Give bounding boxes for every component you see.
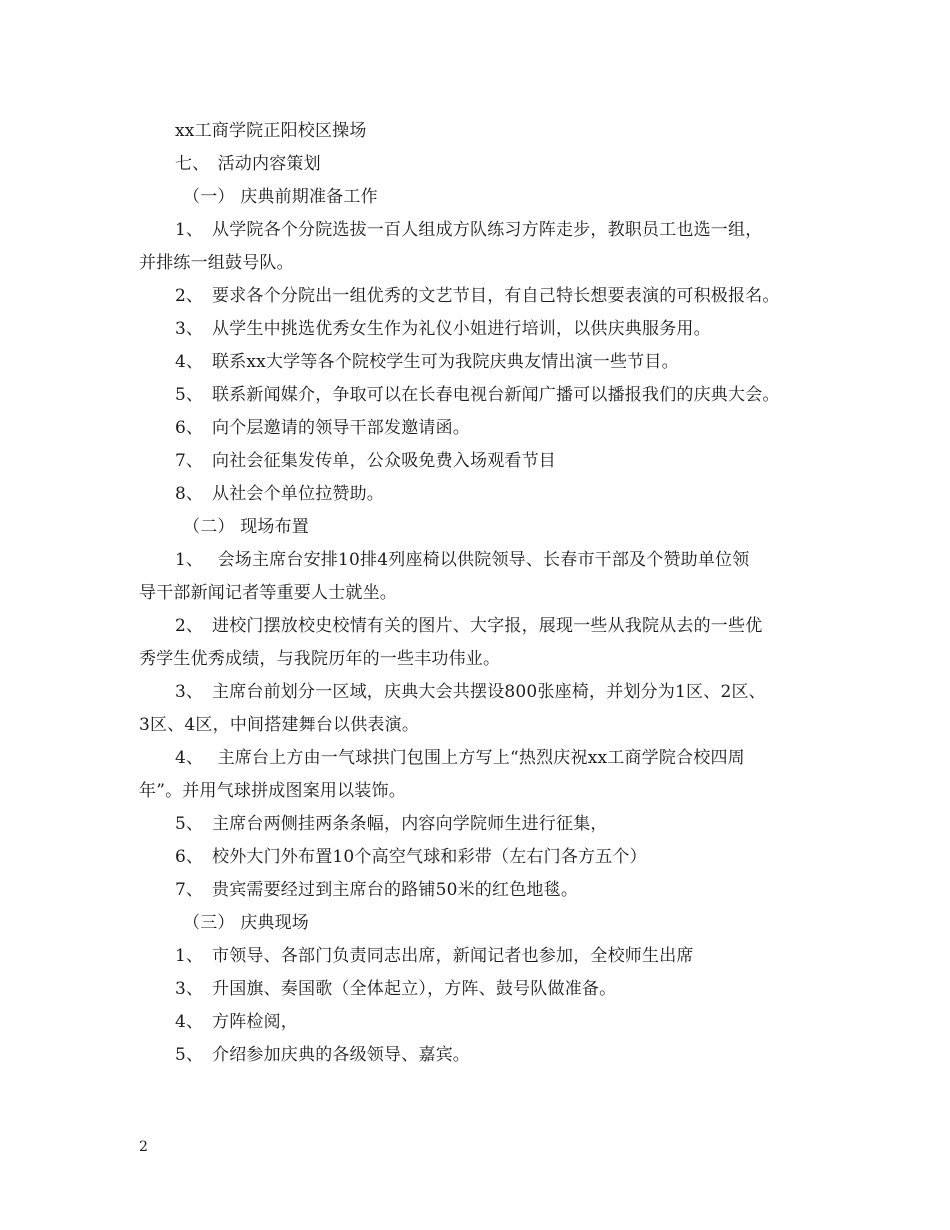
line-text: 主席台上方由一气球拱门包围上方写上“热烈庆祝xx工商学院合校四周 bbox=[212, 748, 745, 768]
line-text: （一） 庆典前期准备工作 bbox=[183, 187, 378, 207]
document-line bbox=[139, 940, 829, 973]
list-number: 7、 bbox=[175, 451, 204, 471]
line-text: 进校门摆放校史校情有关的图片、大字报，展现一些从我院从去的一些优 bbox=[212, 616, 763, 636]
line-text: 年”。并用气球拼成图案用以装饰。 bbox=[139, 781, 406, 801]
document-body bbox=[139, 115, 829, 1072]
document-line bbox=[139, 280, 829, 313]
document-line bbox=[139, 445, 829, 478]
document-line bbox=[139, 181, 829, 214]
list-number: 6、 bbox=[175, 847, 204, 867]
list-number: 七、 bbox=[175, 154, 210, 174]
document-line bbox=[139, 412, 829, 445]
list-number: 7、 bbox=[175, 880, 204, 900]
page-number: 2 bbox=[139, 1139, 148, 1155]
line-text: 贵宾需要经过到主席台的路铺50米的红色地毯。 bbox=[212, 880, 579, 900]
line-text: 联系新闻媒介，争取可以在长春电视台新闻广播可以播报我们的庆典大会。 bbox=[212, 385, 780, 405]
list-number: 4、 bbox=[175, 352, 204, 372]
list-number: 8、 bbox=[175, 484, 204, 504]
document-line bbox=[139, 379, 829, 412]
line-text: 主席台前划分一区域，庆典大会共摆设800张座椅，并划分为1区、2区、 bbox=[212, 682, 766, 702]
line-text: （三） 庆典现场 bbox=[183, 913, 310, 933]
line-text: 3区、4区，中间搭建舞台以供表演。 bbox=[139, 715, 420, 735]
line-text: 要求各个分院出一组优秀的文艺节目，有自己特长想要表演的可积极报名。 bbox=[212, 286, 780, 306]
document-line bbox=[139, 214, 829, 247]
line-text: 市领导、各部门负责同志出席，新闻记者也参加，全校师生出席 bbox=[212, 946, 694, 966]
list-number: 5、 bbox=[175, 385, 204, 405]
document-line bbox=[139, 544, 829, 577]
document-line bbox=[139, 973, 829, 1006]
document-line bbox=[139, 676, 829, 709]
document-line bbox=[139, 511, 829, 544]
list-number: 5、 bbox=[175, 814, 204, 834]
list-number: 1、 bbox=[175, 946, 204, 966]
list-number: 2、 bbox=[175, 616, 204, 636]
list-number: 2、 bbox=[175, 286, 204, 306]
document-line bbox=[139, 1006, 829, 1039]
document-line bbox=[139, 346, 829, 379]
list-number: 3、 bbox=[175, 682, 204, 702]
list-number: 1、 bbox=[175, 220, 204, 240]
line-text: 主席台两侧挂两条条幅，内容向学院师生进行征集， bbox=[212, 814, 608, 834]
line-text: 校外大门外布置10个高空气球和彩带（左右门各方五个） bbox=[212, 847, 647, 867]
line-text: xx工商学院正阳校区操场 bbox=[175, 121, 367, 141]
list-number: 4、 bbox=[175, 748, 204, 768]
line-text: 会场主席台安排10排4列座椅以供院领导、长春市干部及个赞助单位领 bbox=[212, 550, 750, 570]
line-text: 介绍参加庆典的各级领导、嘉宾。 bbox=[212, 1045, 470, 1065]
document-line bbox=[139, 610, 829, 643]
document-line bbox=[139, 643, 829, 676]
document-line bbox=[139, 742, 829, 775]
line-text: （二） 现场布置 bbox=[183, 517, 310, 537]
line-text: 导干部新闻记者等重要人士就坐。 bbox=[139, 583, 397, 603]
line-text: 从学院各个分院选拔一百人组成方队练习方阵走步，教职员工也选一组， bbox=[212, 220, 763, 240]
document-line bbox=[139, 874, 829, 907]
document-line bbox=[139, 577, 829, 610]
document-line bbox=[139, 115, 829, 148]
line-text: 升国旗、奏国歌（全体起立），方阵、鼓号队做准备。 bbox=[212, 979, 617, 999]
document-line bbox=[139, 1039, 829, 1072]
document-line bbox=[139, 808, 829, 841]
document-line bbox=[139, 907, 829, 940]
document-line bbox=[139, 478, 829, 511]
list-number: 3、 bbox=[175, 979, 204, 999]
document-line bbox=[139, 709, 829, 742]
line-text: 并排练一组鼓号队。 bbox=[139, 253, 294, 273]
line-text: 向社会征集发传单，公众吸免费入场观看节目 bbox=[212, 451, 556, 471]
list-number: 5、 bbox=[175, 1045, 204, 1065]
line-text: 从社会个单位拉赞助。 bbox=[212, 484, 384, 504]
line-text: 从学生中挑选优秀女生作为礼仪小姐进行培训，以供庆典服务用。 bbox=[212, 319, 711, 339]
list-number: 3、 bbox=[175, 319, 204, 339]
document-line bbox=[139, 148, 829, 181]
document-line bbox=[139, 841, 829, 874]
list-number: 6、 bbox=[175, 418, 204, 438]
document-line bbox=[139, 247, 829, 280]
document-line bbox=[139, 775, 829, 808]
list-number: 1、 bbox=[175, 550, 204, 570]
line-text: 向个层邀请的领导干部发邀请函。 bbox=[212, 418, 470, 438]
line-text: 方阵检阅， bbox=[212, 1012, 298, 1032]
line-text: 联系xx大学等各个院校学生可为我院庆典友情出演一些节目。 bbox=[212, 352, 679, 372]
line-text: 活动内容策划 bbox=[212, 154, 321, 174]
list-number: 4、 bbox=[175, 1012, 204, 1032]
document-line bbox=[139, 313, 829, 346]
line-text: 秀学生优秀成绩，与我院历年的一些丰功伟业。 bbox=[139, 649, 501, 669]
